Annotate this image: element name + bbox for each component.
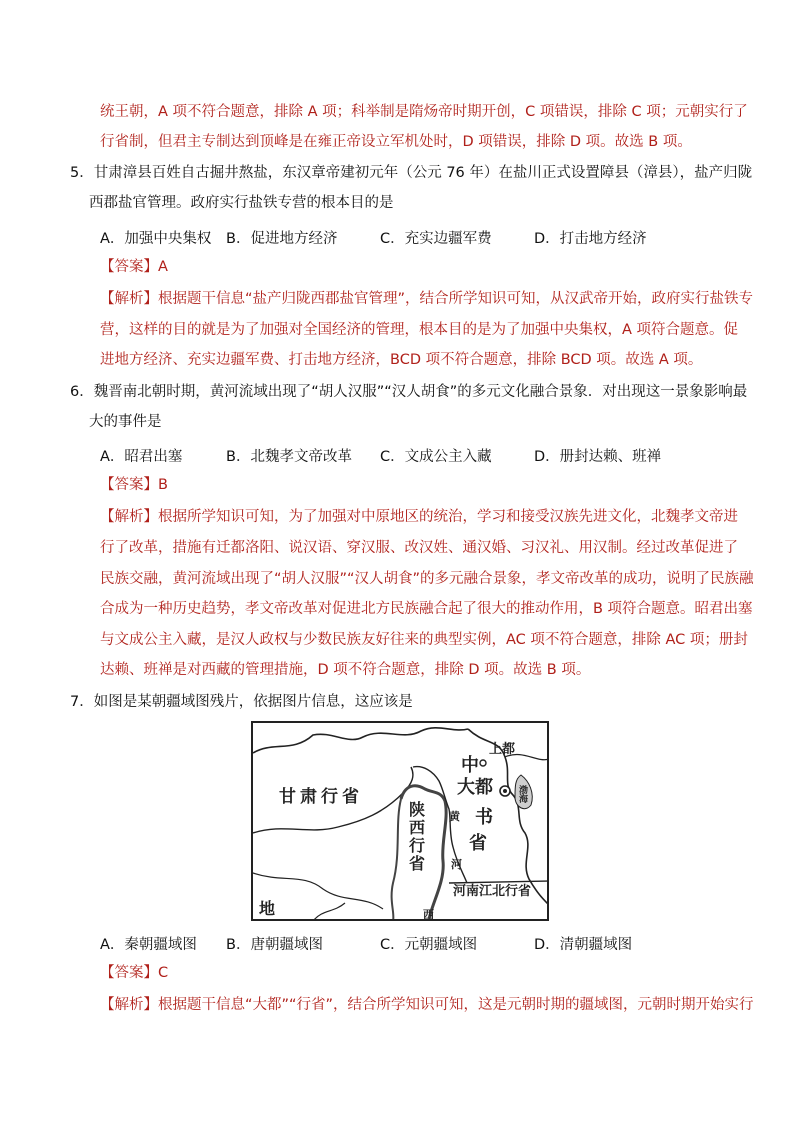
answer-value: A bbox=[158, 259, 168, 275]
q6-analysis-line-1: 【解析】根据所学知识可知，为了加强对中原地区的统治，学习和接受汉族先进文化，北魏孝文帝进 bbox=[100, 509, 738, 525]
map-label-shaanxi: 陕西行省 bbox=[409, 800, 426, 873]
answer-value: B bbox=[158, 477, 168, 493]
shangdu-marker-icon bbox=[480, 760, 486, 766]
answer-tag: 【答案】 bbox=[100, 965, 158, 981]
map-label-zhong: 中 bbox=[461, 755, 479, 776]
q5-answer bbox=[100, 259, 168, 276]
answer-tag: 【答案】 bbox=[100, 477, 158, 493]
q6-analysis-line-6: 达赖、班禅是对西藏的管理措施，D 项不符合题意，排除 D 项。故选 B 项。 bbox=[100, 662, 591, 678]
q7-stem-line-1: 7．如图是某朝疆域图残片，依据图片信息，这应该是 bbox=[70, 694, 413, 710]
q6-analysis-line-2: 行了改革，措施有迁都洛阳、说汉语、穿汉服、改汉姓、通汉婚、习汉礼、用汉制。经过改革促进了 bbox=[100, 540, 738, 556]
q5-stem-line-2: 西郡盐官管理。政府实行盐铁专营的根本目的是 bbox=[89, 195, 394, 211]
analysis-tag: 【解析】 bbox=[100, 997, 158, 1013]
q7-option-c: C．元朝疆域图 bbox=[380, 937, 478, 953]
q7-option-b: B．唐朝疆域图 bbox=[226, 937, 323, 953]
q5-stem-line-1: 5．甘肃漳县百姓自古掘井熬盐，东汉章帝建初元年（公元 76 年）在盐川正式设置障县（漳县），盐产归陇 bbox=[70, 165, 753, 181]
analysis-tag: 【解析】 bbox=[100, 291, 158, 307]
map-label-henan: 河南江北行省 bbox=[453, 884, 532, 899]
q6-option-c: C．文成公主入藏 bbox=[380, 449, 492, 465]
q6-option-d: D．册封达赖、班禅 bbox=[534, 449, 662, 465]
map-label-he: 河 bbox=[451, 858, 462, 871]
q6-analysis-line-4: 合成为一种历史趋势，孝文帝改革对促进北方民族融合起了很大的推动作用，B 项符合题意。昭君出塞 bbox=[100, 601, 753, 617]
map-label-xi: 西 bbox=[423, 908, 434, 921]
map-label-di: 地 bbox=[259, 899, 276, 918]
q5-analysis-line-3: 进地方经济、充实边疆军费、打击地方经济，BCD 项不符合题意，排除 BCD 项。故选 A 项。 bbox=[100, 352, 703, 368]
q6-option-a: A．昭君出塞 bbox=[100, 449, 183, 465]
intro-line-1: 统王朝，A 项不符合题意，排除 A 项；科举制是隋炀帝时期开创，C 项错误，排除 C 项；元朝实行了 bbox=[100, 104, 748, 120]
map-label-dadu: 大都 bbox=[457, 777, 493, 798]
map-label-shangdu: 上都 bbox=[489, 742, 516, 757]
territory-map-figure bbox=[251, 721, 549, 921]
q5-analysis-line-2: 营，这样的目的就是为了加强对全国经济的管理，根本目的是为了加强中央集权，A 项符合题意。促 bbox=[100, 322, 739, 338]
q7-option-d: D．清朝疆域图 bbox=[534, 937, 633, 953]
map-label-gansu: 甘肃行省 bbox=[279, 787, 363, 807]
q5-option-d: D．打击地方经济 bbox=[534, 231, 647, 247]
answer-tag: 【答案】 bbox=[100, 259, 158, 275]
q6-option-b: B．北魏孝文帝改革 bbox=[226, 449, 352, 465]
q6-analysis-line-5: 与文成公主入藏，是汉人政权与少数民族友好往来的典型实例，AC 项不符合题意，排除 AC 项；册封 bbox=[100, 632, 748, 648]
q7-answer bbox=[100, 965, 168, 982]
map-label-bohai: 渤海 bbox=[519, 786, 529, 805]
map-label-huang: 黄 bbox=[449, 810, 460, 823]
q6-analysis-line-3: 民族交融，黄河流域出现了“胡人汉服”“汉人胡食”的多元融合景象，孝文帝改革的成功，说明了民族融 bbox=[100, 571, 754, 587]
answer-value: C bbox=[158, 965, 169, 981]
q7-option-a: A．秦朝疆域图 bbox=[100, 937, 197, 953]
q5-analysis-line-1: 【解析】根据题干信息“盐产归陇西郡盐官管理”，结合所学知识可知，从汉武帝开始，政府实行盐铁专 bbox=[100, 291, 754, 307]
map-label-shu: 书 bbox=[475, 807, 493, 828]
q5-option-b: B．促进地方经济 bbox=[226, 231, 338, 247]
q5-option-a: A．加强中央集权 bbox=[100, 231, 212, 247]
analysis-tag: 【解析】 bbox=[100, 509, 158, 525]
q5-option-c: C．充实边疆军费 bbox=[380, 231, 492, 247]
q6-stem-line-1: 6．魏晋南北朝时期，黄河流域出现了“胡人汉服”“汉人胡食”的多元文化融合景象．对出现这一景象影响最 bbox=[70, 384, 748, 400]
q6-stem-line-2: 大的事件是 bbox=[89, 414, 162, 430]
q7-analysis-line-1: 【解析】根据题干信息“大都”“行省”，结合所学知识可知，这是元朝时期的疆域图，元朝时期开始实行 bbox=[100, 997, 754, 1013]
map-label-sheng: 省 bbox=[469, 833, 487, 854]
q6-answer bbox=[100, 477, 168, 494]
intro-line-2: 行省制，但君主专制达到顶峰是在雍正帝设立军机处时，D 项错误，排除 D 项。故选 B 项。 bbox=[100, 134, 692, 150]
